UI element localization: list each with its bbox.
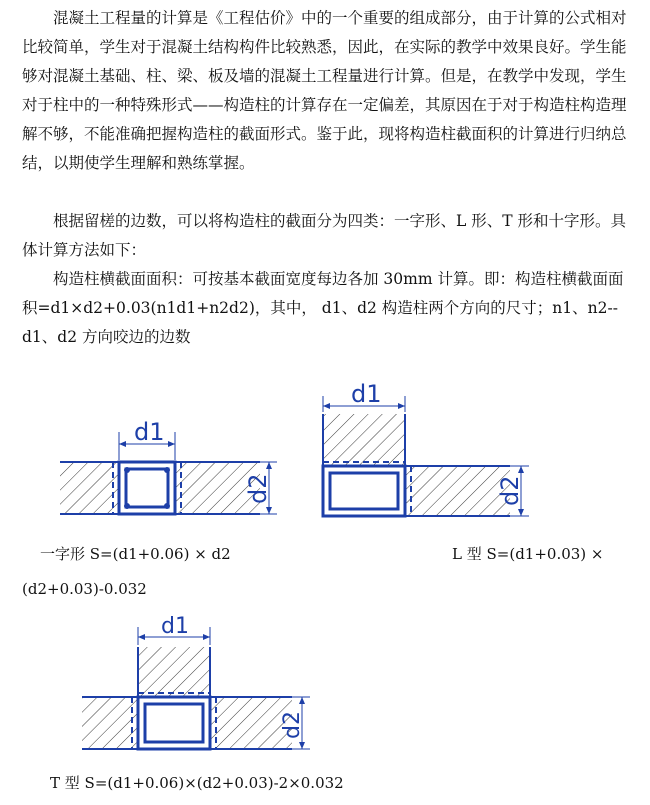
t-formula-caption: T 型 S=(d1+0.06)×(d2+0.03)-2×0.032: [50, 774, 344, 792]
d1-dimension-label: d1: [161, 615, 189, 639]
l-section-figure: [315, 382, 535, 522]
yizi-formula-caption: 一字形 S=(d1+0.06) × d2: [40, 545, 231, 563]
classification-paragraph: 根据留槎的边数，可以将构造柱的截面分为四类：一字形、L 形、T 形和十字形。具体计算方法如下：: [22, 212, 626, 259]
d1-dimension-label: d1: [134, 418, 165, 446]
t-section-figure: [80, 615, 315, 760]
l-formula-caption-line1: L 型 S=(d1+0.03) ×: [452, 545, 604, 563]
intro-paragraph: 混凝土工程量的计算是《工程估价》中的一个重要的组成部分，由于计算的公式相对比较简单，学生对于混凝土结构构件比较熟悉，因此，在实际的教学中效果良好。学生能够对混凝土基础、柱、梁、板及墙的混凝土工程量进行计算。但是，在教学中发现，学生对于柱中的一种特殊形式——构造柱的计算存在一定偏差，其原因在于对于构造柱构造理解不够，不能准确把握构造柱的截面形式。鉴于此，现将构造柱截面积的计算进行归纳总结，以期使学生理解和熟练掌握。: [22, 9, 627, 172]
d2-dimension-label: d2: [244, 473, 272, 504]
d1-dimension-label: d1: [351, 382, 382, 408]
l-formula-caption-line2: (d2+0.03)-0.032: [22, 580, 147, 598]
d2-dimension-label: d2: [496, 475, 524, 506]
yizi-section-figure: [55, 410, 285, 530]
formula-paragraph: 构造柱横截面面积：可按基本截面宽度每边各加 30mm 计算。即：构造柱横截面面积=d1×d2+0.03(n1d1+n2d2)，其中， d1、d2 构造柱两个方向的尺寸；n1、n2-- d1、d2 方向咬边的边数: [22, 270, 624, 346]
d2-dimension-label: d2: [280, 711, 305, 739]
